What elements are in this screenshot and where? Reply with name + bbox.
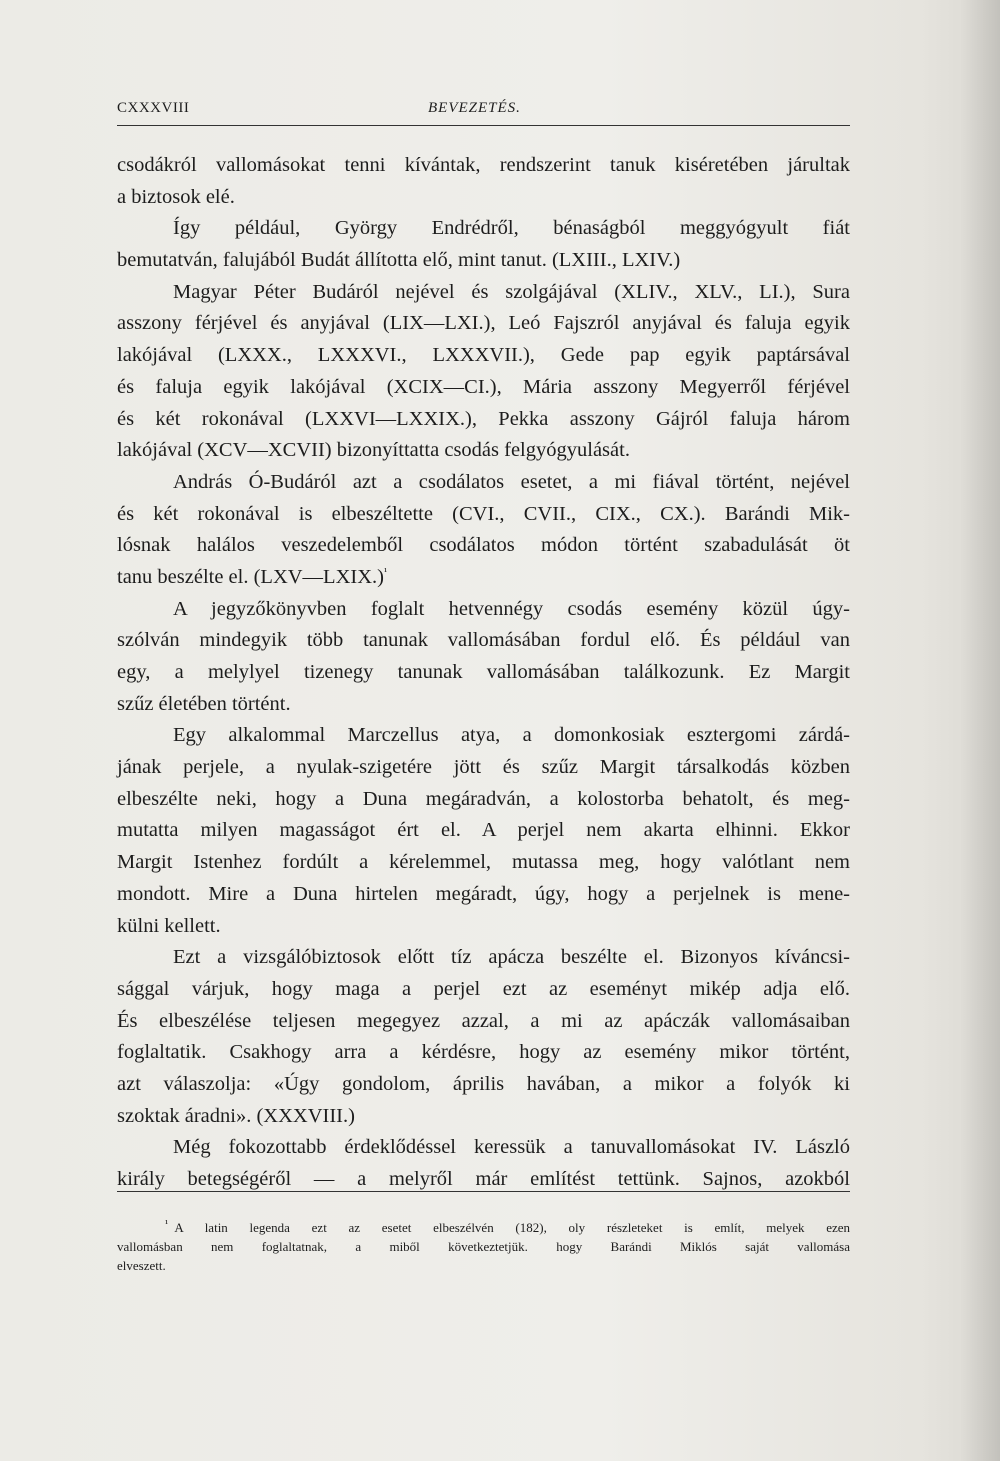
page-edge-shadow xyxy=(960,0,1000,1461)
running-title: BEVEZETÉS. xyxy=(428,100,521,116)
text-line: tanu beszélte el. (LXV—LXIX.) xyxy=(117,565,384,588)
text-line: És elbeszélése teljesen megegyez azzal, a mi az apáczák vallomásaiban xyxy=(117,1009,850,1032)
text-line: András Ó-Budáról azt a csodálatos esetet, a mi fiával történt, nejével xyxy=(173,470,850,493)
body-text xyxy=(117,150,850,1196)
footnote-reference[interactable]: ¹ xyxy=(383,566,388,579)
text-line: lakójával (LXXX., LXXXVI., LXXXVII.), Gede pap egyik paptársával xyxy=(117,344,850,367)
text-line: mondott. Mire a Duna hirtelen megáradt, úgy, hogy a perjelnek is mene- xyxy=(117,882,850,905)
text-line: csodákról vallomásokat tenni kívántak, rendszerint tanuk kiséretében járultak xyxy=(117,154,850,176)
footnote-line: vallomásban nem foglaltatnak, a miből következtetjük. hogy Barándi Miklós saját vallomása xyxy=(117,1239,850,1254)
text-line: és két rokonával (LXXVI—LXXIX.), Pekka asszony Gájról faluja három xyxy=(117,407,850,430)
text-line: asszony férjével és anyjával (LIX—LXI.), Leó Fajszról anyjával és faluja egyik xyxy=(117,312,850,335)
text-line: külni kellett. xyxy=(117,914,221,937)
footnote-line: elveszett. xyxy=(117,1258,166,1273)
text-line: Margit Istenhez fordúlt a kérelemmel, mutassa meg, hogy valótlant nem xyxy=(117,851,850,874)
text-line: lósnak halálos veszedelemből csodálatos módon történt szabadulását öt xyxy=(117,534,850,557)
header-rule xyxy=(117,125,850,126)
text-line: szólván mindegyik több tanunak vallomásában fordul elő. És például van xyxy=(117,629,850,652)
text-line: Így például, György Endrédről, bénaságból meggyógyult fiát xyxy=(173,217,850,240)
text-line: jának perjele, a nyulak-szigetére jött és szűz Margit társalkodás közben xyxy=(117,756,850,779)
text-line: Még fokozottabb érdeklődéssel keressük a tanuvallomásokat IV. László xyxy=(173,1136,850,1159)
footnote-line xyxy=(117,1218,850,1237)
text-line: sággal várjuk, hogy maga a perjel ezt az eseményt mikép adja elő. xyxy=(117,977,850,1000)
text-line: lakójával (XCV—XCVII) bizonyíttatta csodás felgyógyulását. xyxy=(117,439,630,462)
text-line: szoktak áradni». (XXXVIII.) xyxy=(117,1104,355,1127)
text-line: és két rokonával is elbeszéltette (CVI., CVII., CIX., CX.). Barándi Mik- xyxy=(117,502,850,525)
footnote-text: A latin legenda ezt az esetet elbeszélvén (182), oly részleteket is említ, melyek ezen xyxy=(174,1220,850,1235)
text-line: A jegyzőkönyvben foglalt hetvennégy csodás esemény közül úgy- xyxy=(173,597,850,620)
text-line: és faluja egyik lakójával (XCIX—CI.), Mária asszony Megyerről férjével xyxy=(117,375,850,398)
text-line: szűz életében történt. xyxy=(117,692,291,715)
footnote-mark: ¹ xyxy=(165,1217,169,1230)
text-line: király betegségéről — a melyről már említést tettünk. Sajnos, azokból xyxy=(117,1168,850,1190)
text-line: egy, a melylyel tizenegy tanunak vallomásában találkozunk. Ez Margit xyxy=(117,661,850,683)
footnotes xyxy=(117,1218,850,1275)
text-line: mutatta milyen magasságot ért el. A perjel nem akarta elhinni. Ekkor xyxy=(117,819,850,842)
text-line: Egy alkalommal Marczellus atya, a domonkosiak esztergomi zárdá- xyxy=(173,724,850,747)
text-line: elbeszélte neki, hogy a Duna megáradván, a kolostorba behatolt, és meg- xyxy=(117,787,850,810)
text-line: Ezt a vizsgálóbiztosok előtt tíz apácza beszélte el. Bizonyos kíváncsi- xyxy=(173,946,850,969)
page-header xyxy=(117,100,847,124)
text-line-with-footnote-ref xyxy=(117,562,850,594)
page-number: CXXXVIII xyxy=(117,100,190,116)
footnote-rule xyxy=(117,1191,850,1192)
text-line: foglaltatik. Csakhogy arra a kérdésre, hogy az esemény mikor történt, xyxy=(117,1041,850,1064)
text-line: Magyar Péter Budáról nejével és szolgájával (XLIV., XLV., LI.), Sura xyxy=(173,280,850,303)
text-line: azt válaszolja: «Úgy gondolom, április havában, a mikor a folyók ki xyxy=(117,1072,850,1095)
text-line: a biztosok elé. xyxy=(117,185,235,208)
text-line: bemutatván, falujából Budát állította elő, mint tanut. (LXIII., LXIV.) xyxy=(117,249,681,272)
